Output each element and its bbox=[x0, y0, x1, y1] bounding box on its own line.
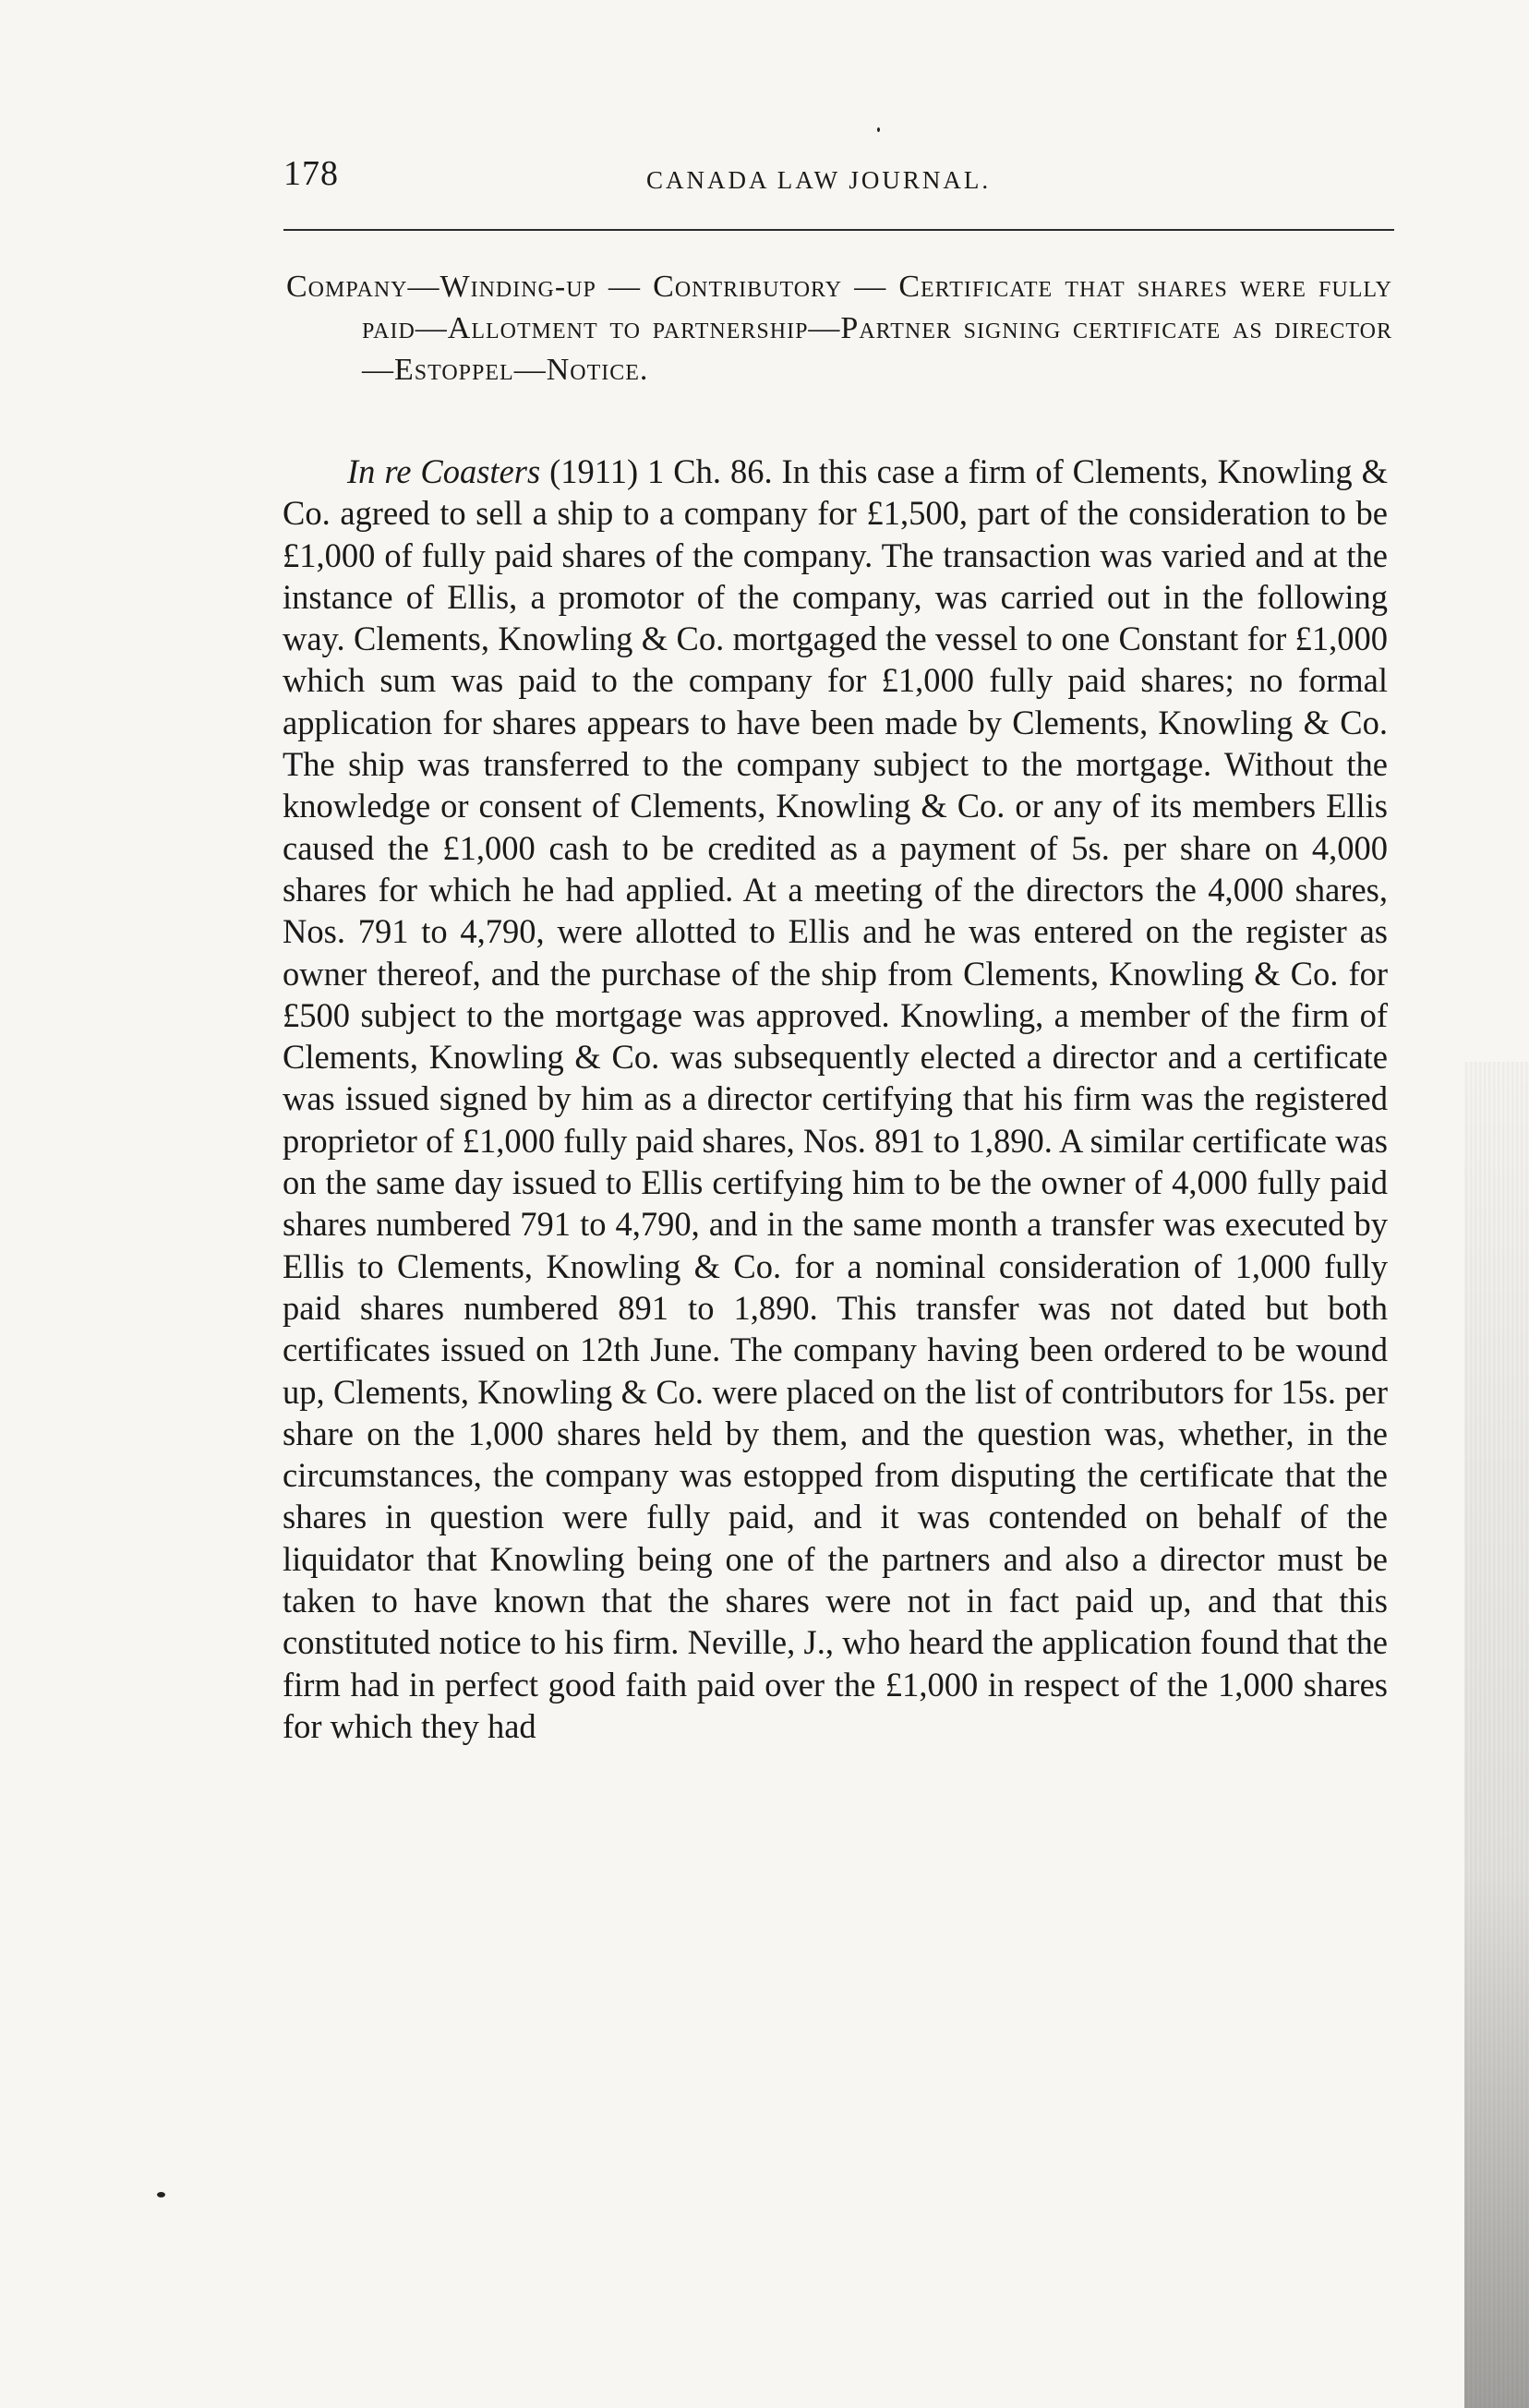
page-number: 178 bbox=[283, 154, 339, 193]
case-name: In re Coasters bbox=[347, 452, 541, 490]
case-text: (1911) 1 Ch. 86. In this case a firm of Clements, Knowling & Co. agreed to sell a ship to a company for £1,500, part of the consideration to be £1,000 of fully paid shares of the company. The transaction was varied and at the instance of Ellis, a promotor of the company, was carried out in the following way. Clements, Knowling & Co. mortgaged the vessel to one Constant for £1,000 which sum was paid to the company for £1,000 fully paid shares; no formal application for shares appears to have been made by Clements, Knowling & Co. The ship was transferred to the company subject to the mortgage. Without the knowledge or consent of Clements, Knowling & Co. or any of its members Ellis caused the £1,000 cash to be credited as a payment of 5s. per share on 4,000 shares for which he had applied. At a meeting of the directors the 4,000 shares, Nos. 791 to 4,790, were allotted to Ellis and he was entered on the register as owner thereof, and the purchase of the ship from Clements, Knowling & Co. for £500 subject to the mortgage was approved. Knowling, a member of the firm of Clements, Knowling & Co. was subsequently elected a director and a certificate was issued signed by him as a director certifying that his firm was the registered proprietor of £1,000 fully paid shares, Nos. 891 to 1,890. A similar certificate was on the same day issued to Ellis certifying him to be the owner of 4,000 fully paid shares numbered 791 to 4,790, and in the same month a transfer was executed by Ellis to Clements, Knowling & Co. for a nominal consideration of 1,000 fully paid shares numbered 891 to 1,890. This transfer was not dated but both certificates issued on 12th June. The company having been ordered to be wound up, Clements, Knowling & Co. were placed on the list of contributors for 15s. per share on the 1,000 shares held by them, and the question was, whether, in the circumstances, the company was estopped from disputing the certificate that the shares in question were fully paid, and it was contended on behalf of the liquidator that Knowling being one of the partners and also a director must be taken to have known that the shares were not in fact paid up, and that this constituted notice to his firm. Neville, J., who heard the application found that the firm had in perfect good faith paid over the £1,000 in respect of the 1,000 shares for which they had bbox=[283, 452, 1388, 1745]
scan-speck bbox=[157, 2192, 165, 2197]
running-head: CANADA LAW JOURNAL. bbox=[646, 166, 992, 194]
headnote: Company—Winding-up — Contributory — Certificate that shares were fully paid—Allotment to partnership—Partner signing certificate as director—Estoppel—Notice. bbox=[286, 270, 1392, 387]
scan-edge-shadow bbox=[1464, 1062, 1529, 2408]
scan-speck bbox=[877, 127, 880, 132]
header-rule bbox=[283, 229, 1394, 231]
case-paragraph bbox=[283, 451, 1388, 1747]
